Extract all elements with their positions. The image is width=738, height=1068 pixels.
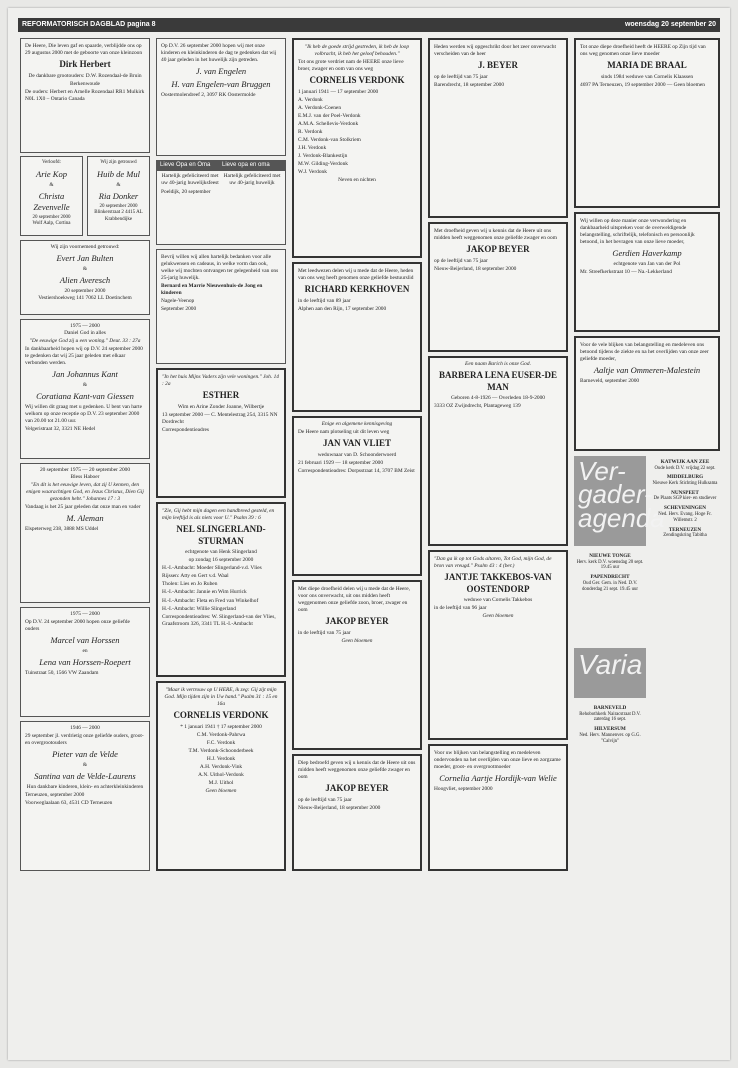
ad-text: & [116, 181, 121, 188]
ad-name: JAKOP BEYER [325, 616, 389, 627]
ad-name: NEL SLINGERLAND-STURMAN [176, 524, 266, 546]
ad-name: JAKOP BEYER [325, 783, 389, 794]
page-header [18, 18, 720, 32]
ad-text: & [82, 382, 88, 389]
family-row: A. Verdonk [298, 96, 323, 103]
ad-name: Pieter van de Velde [52, 749, 118, 760]
ad-text: Daniel God in alles [64, 330, 106, 337]
banner-text: Ver-gader-agenda [578, 456, 665, 533]
family-row: T.M. Verdonk-Schoonderbeek [188, 747, 254, 754]
ad-text: Terneuzen, september 2000 [25, 792, 85, 799]
family-row: A.H. Verdonk-Vink [199, 763, 243, 770]
ad-text: Voor de vele blijken van belangstelling en medeleven ons betoond tijdens de ziekte en na het overlijden van onze zeer geliefde moeder, [580, 342, 709, 363]
ad-footer: Barneveld, september 2000 [580, 378, 640, 385]
agenda-detail: Nieuwe Kerk Stichting Hulksama [652, 480, 718, 486]
family-row: R. Verdonk [298, 128, 323, 135]
agenda-place: TERNEUZEN [668, 526, 702, 533]
family-row: H.-I.-Ambacht: Fleta en Fred van Winkelhof [162, 597, 259, 604]
ad-text: Wij zijn getrouwd [100, 160, 137, 165]
death-notice-euser [428, 356, 568, 546]
ad-footer: Elspeterweg 238, 3888 MS Uddel [25, 526, 99, 533]
ad-name: Christa Zevenvelle [33, 190, 70, 212]
ad-years: 1975 — 2000 [70, 323, 100, 329]
ad-text: Wij willen op deze manier onze verwondering en dankbaarheid uitspreken voor de overweldigende belangstelling, schriftelijk, telefonisch en persoonlijk betoond, in het bevragen van onze lieve moeder, [580, 218, 695, 246]
family-row: H.-I.-Ambacht: Jannie en Wim Hurrick [162, 589, 247, 596]
ad-footer: Correspondentieadres [162, 426, 210, 433]
family-row: A.M.A. Schellevis-Verdonk [298, 120, 359, 127]
agenda-place: HILVERSUM [594, 726, 626, 733]
ad-years: 20 september 1975 — 20 september 2000 [39, 467, 131, 473]
ad-text: Tot ons grote verdriet nam de HEERE onze lieve broer, zwager en oom van ons weg [298, 59, 404, 73]
agenda-place: NUNSPEET [671, 489, 699, 496]
ad-text: Voor uw blijken van belangstelling en medeleven ondervonden na het overlijden van onze lieve en zorgzame moeder, groot- en overgrootmoeder [434, 750, 561, 771]
engagement-ad [20, 156, 83, 236]
death-notice-jakop-beyer [428, 222, 568, 352]
ad-date: 20 september 2000 [32, 214, 71, 220]
anniversary-ad [20, 319, 150, 459]
death-notice-van-vliet [292, 416, 422, 576]
ad-text: echtgenote van Henk Slingerland [185, 549, 257, 556]
ad-text: Bless Haboer [70, 474, 100, 481]
vergader-agenda-banner [574, 456, 665, 546]
family-row: H.-I.-Ambacht: Moeder Slingerland-v.d. Vlies [162, 565, 262, 572]
ad-text: Hun dankbare kinderen, klein- en achterkleinkinderen [26, 784, 144, 791]
death-notice-esther [156, 368, 286, 498]
death-notice-takkebos [428, 550, 568, 740]
family-rows [162, 565, 280, 612]
ad-text: Heden werden wij opgeschrikt door het zeer onverwacht verscheiden van de heer [434, 44, 556, 58]
ad-quote: "In het huis Mijns Vaders zijn vele woningen." Joh. 14 : 2a [162, 374, 279, 388]
ad-name: Dirk Herbert [59, 59, 111, 70]
ad-text: De dankbare grootouders: D.W. Rozendaal-de Bruin [28, 72, 142, 79]
ad-name: JAN VAN VLIET [322, 438, 392, 449]
ad-date: 20 september 2000 [64, 288, 106, 295]
ad-footer: De ouders: Herbert en Arnelle Rozendaal RR1 Mulkirk N0L 1X0 – Ontario Canada [25, 88, 145, 102]
agenda-detail: Zendingskring Tabitha [663, 533, 707, 539]
ad-name: H. van Engelen-van Bruggen [171, 79, 271, 90]
ad-footer: Tuinstraat 50, 1566 VW Zaandam [25, 670, 99, 677]
ad-name: Huib de Mul [97, 168, 140, 179]
ad-name: CORNELIS VERDONK [309, 75, 405, 86]
ad-name: Jan Johannus Kant [52, 369, 118, 380]
ad-date: Geboren 4-8-1926 — Overleden 18-9-2000 [450, 395, 545, 402]
birth-announcement [20, 38, 150, 153]
ad-heading: Enige en algemene kennisgeving [321, 421, 393, 427]
ad-text: Wij willen dit graag met u gedenken. U bent van harte welkom op onze receptie op D.V. 23 september 2000 van 20.00 tot 21.00 uur. [25, 404, 142, 425]
congrats-left [161, 164, 219, 188]
agenda-place: MIDDELBURG [666, 474, 704, 481]
ad-text: Diep bedroefd geven wij u kennis dat de Heere uit ons midden heeft weggenomen onze geliefde zwager en oom [298, 760, 416, 781]
ad-name: Marcel van Horssen [50, 635, 120, 646]
ad-date: op zondag 16 september 2000 [188, 557, 254, 564]
agenda-list-3 [650, 456, 720, 870]
ad-footer: Geen bloemen [341, 637, 373, 644]
ad-name: Gerdien Haverkamp [612, 248, 682, 259]
ad-date: 20 september 2000 [99, 203, 138, 209]
ad-date: 1 januari 1941 — 17 september 2000 [298, 88, 379, 95]
ad-name: M. Aleman [66, 513, 104, 524]
ad-footer: Barendrecht, 18 september 2000 [434, 81, 505, 88]
ad-quote: "Zie, Gij hebt mijn dagen een handbreed gesteld, en mijn leeftijd is als niets voor U." Psalm 39 : 6 [162, 508, 275, 522]
ad-text: Op D.V. 26 september 2000 hopen wij met onze kinderen en kleinkinderen de dag te gedenken dat wij 40 jaar geleden in het huwelijk zijn getreden. [161, 43, 277, 64]
family-row: A. Verdonk-Coenen [298, 104, 342, 111]
ad-footer: Wolf Aalp, Cortina [32, 221, 71, 227]
thanks-van-ommeren [574, 336, 720, 451]
ad-name: JANTJE TAKKEBOS-VAN OOSTENDORP [444, 572, 552, 594]
death-notice-j-beyer [428, 38, 568, 218]
ad-text: & [82, 762, 88, 769]
agenda-detail: Ned. Herv. Evang. Hoge Fr. Willemstr. 2 [658, 511, 712, 523]
anniversary-40-ad [156, 38, 286, 156]
family-row: Tholen: Lies en Jo Ruben [162, 581, 218, 588]
congrats-ad [156, 160, 286, 245]
ad-footer: Nieuw-Beijerland, 18 september 2000 [298, 804, 381, 811]
agenda-detail: Oude kerk D.V. vrijdag 22 sept. [654, 465, 716, 471]
ad-footer: Geen bloemen [482, 613, 514, 620]
ad-text: op de leeftijd van 75 jaar [434, 257, 488, 264]
ad-text: Op D.V. 24 september 2000 hopen onze geliefde ouders [25, 619, 130, 633]
thanks-hordijk [428, 744, 568, 871]
agenda-place: BARNEVELD [593, 705, 627, 711]
ad-name: Coratiana Kant-van Giessen [36, 391, 134, 402]
ad-text: Wim en Arine Zonder Joanne, Wilbertje [177, 403, 265, 410]
death-notice-kerkhoven [292, 262, 422, 412]
death-notice-beyer [292, 580, 422, 750]
ad-name: Aaltje van Ommeren-Malestein [593, 365, 701, 376]
ad-text: in de leeftijd van 96 jaar [434, 605, 487, 612]
ad-text: Nagele-Veenop [161, 298, 195, 305]
ad-name: J. BEYER [477, 60, 518, 71]
ad-quote: "De eeuwige God zij u een woning." Deut. 33 : 27a [29, 338, 141, 345]
ad-text: Berkenwoude [70, 80, 100, 87]
agenda-detail: Oud Ger. Gem. in Ned. D.V. donderdag 21 sept. 19.45 uur [582, 580, 638, 592]
ad-name: BARBERA LENA EUSER-DE MAN [438, 370, 558, 392]
death-notice-verdonk [156, 681, 286, 871]
varia-banner [574, 648, 646, 698]
family-row: Rijssen: Atty en Gert v.d. Waal [162, 573, 229, 580]
family-row: H.-I.-Ambacht: Willie Slingerland [162, 605, 236, 612]
death-notice-de-braal [574, 38, 720, 208]
family-row: W.J. Verdonk [298, 168, 327, 175]
ad-text: Hartelijk gefeliciteerd met uw 40-jarig huwelijk [223, 172, 281, 186]
banner-text: Varia [578, 649, 643, 680]
family-row: E.M.J. van der Poel-Verdonk [298, 112, 361, 119]
agenda-place: SCHEVENINGEN [663, 505, 707, 512]
ad-footer: Vestiershoekweg 141 7062 LL Doetinchem [38, 295, 132, 302]
agenda-list-2 [574, 702, 646, 870]
thanks-haverkamp [574, 212, 720, 332]
ad-footer: Geen bloemen [205, 787, 237, 794]
death-notice-beyer-2 [292, 754, 422, 871]
ad-text: in de leeftijd van 89 jaar [298, 297, 351, 304]
agenda-list-1 [574, 550, 646, 645]
agenda-place: KATWIJK AAN ZEE [660, 459, 710, 465]
ad-text: Wij zijn voornemend getrouwd: [50, 244, 120, 250]
ad-name: JAKOP BEYER [466, 244, 530, 255]
ad-footer: Voorweglaalaan 63, 4531 CD Terneuzen [25, 800, 113, 807]
agenda-detail: Rehobothkerk Nairacstraat D.V. zaterdag 16 sept. [579, 711, 641, 723]
ad-text: 29 september jl. verdrietig onze geliefde ouders, groot- en overgrootouders [25, 733, 144, 747]
ad-text: en [82, 648, 88, 655]
ad-years: 1946 — 2000 [70, 725, 100, 731]
ad-date: * 1 januari 1941 † 17 september 2000 [180, 723, 262, 730]
ad-text: weduwnaar van D. Schoonderwoerd [317, 451, 397, 458]
family-row: H.J. Verdonk [206, 755, 236, 762]
ad-footer: Correspondentieadres: W. Slingerland-van der Vlies, Graafstroom 326, 3341 TL H.-I.-Ambacht [162, 613, 276, 627]
ad-text: Met diepe droefheid delen wij u mede dat de Heere, voor ons onverwacht, uit ons midden heeft weggenomen onze geliefde zoon, broer, zwager en oom [298, 586, 410, 614]
ad-name: Arie Kop [36, 168, 67, 179]
ad-years: 1975 — 2000 [70, 611, 100, 617]
family-row: C.M. Verdonk-van Stolkriem [298, 136, 361, 143]
ad-text: Met leedwezen delen wij u mede dat de Heere, heden van ons weg heeft genomen onze geliefde bestuurslid [298, 268, 414, 282]
ad-heading: Een naam Barich is onze God. [465, 361, 531, 367]
thanks-ad [156, 249, 286, 364]
ad-quote: "Dan ga ik op tot Gods altaren, Tot God, mijn God, de bron van vreugd." Psalm 43 : 4 (ber.) [434, 556, 552, 570]
ad-text: echtgenote van Jan van der Pol [613, 261, 681, 268]
ad-quote: "Maar ik vertrouw op U HERE, ik zeg: Gij zijt mijn God. Mijn tijden zijn in Uw hand." Psalm 31 : 15 en 16a [164, 687, 278, 708]
family-row: F.C. Verdonk [206, 739, 236, 746]
ad-name: Evert Jan Bulten [56, 253, 114, 264]
ad-text: Met droefheid geven wij u kennis dat de Heere uit ons midden heeft weggenomen onze geliefde zwager en oom [434, 228, 557, 242]
ad-text: sinds 1984 weduwe van Cornelis Klaassen [600, 73, 694, 80]
death-notice-nel [156, 502, 286, 677]
ad-footer: Nieuw-Beijerland, 18 september 2000 [434, 265, 517, 272]
anniversary-ad-4 [20, 721, 150, 871]
ad-text: Bevrij willen wij allen hartelijk bedanken voor alle gelukwensen en cadeaus, in welke vorm dan ook, welke wij mochten ontvangen ter gelegenheid van ons 25-jarig huwelijk. [161, 254, 279, 282]
ad-text: in de leeftijd van 75 jaar [298, 629, 351, 636]
newspaper-page [8, 8, 730, 1060]
family-row: A.N. Uithol-Verdonk [198, 771, 244, 778]
ad-text: Vandaag is het 25 jaar geleden dat onze man en vader [25, 504, 141, 511]
agenda-place: NIEUWE TONGE [589, 553, 631, 559]
ad-text: op de leeftijd van 75 jaar [434, 73, 488, 80]
death-notice-verdonk-2 [292, 38, 422, 258]
ad-footer: Correspondentieadres: Dorpsstraat 14, 3707 BM Zeist [298, 467, 415, 474]
ad-text: weduwe van Cornelis Takkebos [463, 597, 533, 604]
family-row: M.J. Uithol [208, 779, 234, 786]
ad-name: CORNELIS VERDONK [173, 710, 269, 721]
header-left: REFORMATORISCH DAGBLAD pagina 8 [22, 21, 156, 28]
header-right: woensdag 20 september 20 [624, 21, 716, 28]
ad-text: & [49, 181, 54, 188]
ad-footer: Neven en nichten [338, 176, 376, 183]
ad-text: & [82, 266, 88, 273]
ad-name: Alien Averesch [59, 275, 111, 286]
ad-name: RICHARD KERKHOVEN [304, 284, 410, 295]
wedding-plan-ad [20, 240, 150, 315]
ad-quote: "En dit is het eeuwige leven, dat zij U kennen, den enigen waarachtigen God, en Jezus Christus, Dien Gij gezonden hebt." Johannes 17 : 3 [26, 482, 144, 503]
ad-text: Tot onze diepe droefheid heeft de HEERE op Zijn tijd van ons weg genomen onze lieve moeder [580, 44, 706, 58]
ad-footer: Oostermolendreef 2, 3097 RK Oostermolde [161, 92, 256, 99]
wedding-ad [87, 156, 150, 236]
ad-heading: Lieve opa en oma [219, 161, 285, 171]
ad-text: In dankbaarheid hopen wij op D.V. 24 september 2000 te gedenken dat wij 25 jaar geleden met elkaar verbonden werden. [25, 346, 143, 367]
ad-name: MARIA DE BRAAL [607, 60, 687, 71]
ad-name: J. van Engelen [195, 66, 247, 77]
ad-text: De Heere nam plotseling uit dit leven weg [298, 429, 390, 436]
family-row: C.M. Verdonk-Pahrwa [196, 731, 246, 738]
ad-quote: "Ik heb de goede strijd gestreden, ik heb de loop volbracht, ik heb het geloof behouden." [304, 44, 410, 58]
ad-footer: 4697 PA Terneuzen, 19 september 2000 — Geen bloemen [580, 81, 705, 88]
agenda-detail: Herv. kerk D.V. woensdag 20 sept. 19.45 uur [576, 559, 644, 571]
ad-footer: Hoogvliet, september 2000 [434, 786, 493, 793]
anniversary-ad-2 [20, 463, 150, 603]
ad-footer: Blinkerstraat 2 4415 AL Krabbendijke [94, 210, 143, 222]
ad-footer: Velgeristraat 32, 3321 NE Hedel [25, 426, 96, 433]
ad-name: Bernard en Marrie Nieuwenhuis-de Jong en kinderen [161, 283, 263, 297]
ad-text: 13 september 2000 — C. Mentelestrag 254, 3315 NN Dordrecht [162, 411, 278, 425]
family-row: J. Verdonk-Blankestijn [298, 152, 348, 159]
family-row: M.W. Gilding-Verdonk [298, 160, 348, 167]
ad-date: 21 februari 1929 — 18 september 2000 [298, 459, 384, 466]
congrats-right [223, 164, 281, 188]
ad-name: Lena van Horssen-Roepert [39, 657, 131, 668]
ad-footer: 3333 OZ Zwijndrecht, Plantageweg 139 [434, 403, 521, 410]
ad-text: op de leeftijd van 75 jaar [298, 796, 352, 803]
ad-footer: Alphen aan den Rijn, 17 september 2000 [298, 305, 387, 312]
agenda-detail: Ned. Herv. Mannenver. op G.G. "Calvijn" [579, 732, 641, 744]
agenda-detail: De Plaats SGP kier- en studiever [653, 496, 717, 502]
family-row: J.H. Verdonk [298, 144, 327, 151]
ad-footer: Poeldijk, 20 september [161, 188, 211, 195]
ad-text: Hartelijk gefeliciteerd met uw 40-jarig huwelijksfeest [161, 172, 219, 186]
ad-name: ESTHER [202, 390, 240, 401]
ad-name: Cornelia Aartje Hordijk-van Welie [439, 773, 557, 784]
ad-name: Ria Donker [98, 190, 139, 201]
anniversary-ad-3 [20, 607, 150, 717]
ad-text: De Heere, Die leven gaf en spaarde, verblijdde ons op 29 augustus 2000 met de geboorte van onze kleinzoon [25, 43, 143, 57]
ad-name: Santina van de Velde-Laurens [34, 771, 136, 782]
ad-heading: Lieve Opa en Oma [157, 161, 223, 171]
ad-text: Verloofd: [42, 160, 61, 165]
ad-date: September 2000 [161, 306, 197, 313]
ad-footer: Mr. Streefkerkstraat 10 — Na.-Lekkerland [580, 269, 672, 276]
agenda-place: PAPENDRECHT [590, 574, 630, 581]
